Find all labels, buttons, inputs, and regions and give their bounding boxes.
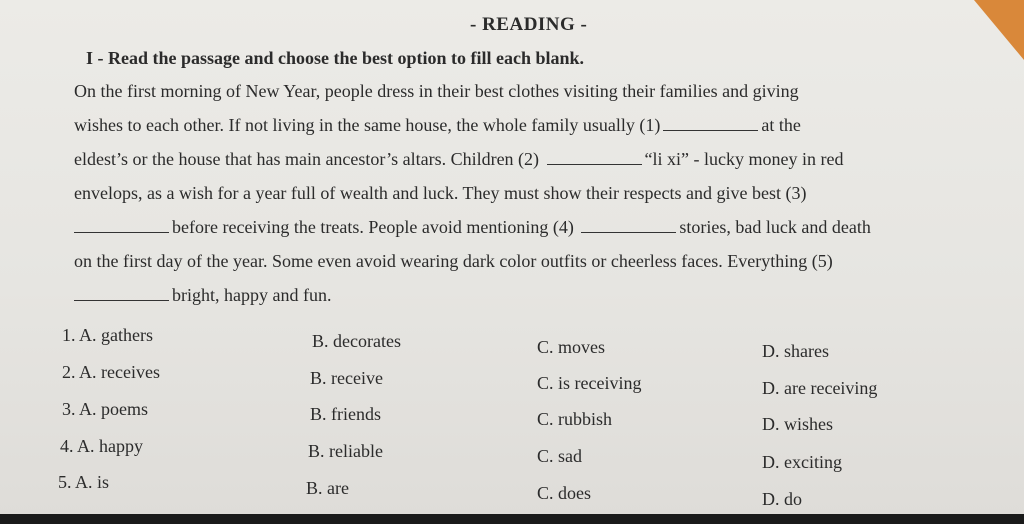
option-4c[interactable]: C. sad [537, 446, 582, 466]
option-1a[interactable]: 1. A. gathers [62, 325, 153, 345]
passage-text: wishes to each other. If not living in the same house, the whole family usually (1) [74, 115, 661, 135]
blank-4[interactable] [581, 214, 676, 233]
passage-text: stories, bad luck and death [679, 217, 871, 237]
blank-2[interactable] [547, 146, 642, 165]
option-4d[interactable]: D. exciting [762, 452, 842, 472]
blank-1[interactable] [663, 112, 758, 131]
option-5a[interactable]: 5. A. is [58, 472, 110, 492]
passage-line [74, 108, 989, 142]
option-1c[interactable]: C. moves [537, 337, 606, 357]
option-5b[interactable]: B. are [306, 478, 349, 498]
passage-text: “li xi” - lucky money in red [644, 149, 844, 169]
passage-line [74, 278, 989, 312]
blank-5[interactable] [74, 282, 169, 301]
passage-line [74, 176, 989, 210]
passage-text: at the [761, 115, 801, 135]
instruction-heading: I - Read the passage and choose the best option to fill each blank. [86, 48, 585, 68]
option-2b[interactable]: B. receive [310, 368, 383, 388]
option-3a[interactable]: 3. A. poems [62, 399, 149, 419]
passage-text: bright, happy and fun. [172, 285, 332, 305]
option-2a[interactable]: 2. A. receives [62, 362, 160, 382]
option-3c[interactable]: C. rubbish [537, 409, 613, 429]
option-5c[interactable]: C. does [537, 483, 591, 503]
bottom-edge [0, 514, 1024, 524]
option-2d[interactable]: D. are receiving [762, 378, 878, 398]
option-5d[interactable]: D. do [762, 489, 802, 509]
passage-line [74, 210, 989, 244]
option-1d[interactable]: D. shares [762, 341, 829, 361]
paper-corner [974, 0, 1024, 60]
passage-text: before receiving the treats. People avoid mentioning (4) [172, 217, 574, 237]
reading-passage [74, 74, 989, 312]
option-3d[interactable]: D. wishes [762, 414, 833, 434]
blank-3[interactable] [74, 214, 169, 233]
passage-text: on the first day of the year. Some even avoid wearing dark color outfits or cheerless faces. Everything (5) [74, 251, 833, 271]
option-3b[interactable]: B. friends [310, 404, 381, 424]
option-2c[interactable]: C. is receiving [537, 373, 642, 393]
passage-text: On the first morning of New Year, people dress in their best clothes visiting their families and giving [74, 81, 799, 101]
option-4b[interactable]: B. reliable [308, 441, 383, 461]
option-4a[interactable]: 4. A. happy [60, 436, 143, 456]
passage-line [74, 142, 989, 176]
passage-line [74, 74, 989, 108]
passage-text: envelops, as a wish for a year full of wealth and luck. They must show their respects and give best (3) [74, 183, 807, 203]
passage-text: eldest’s or the house that has main ancestor’s altars. Children (2) [74, 149, 540, 169]
passage-line [74, 244, 989, 278]
page-title: - READING - [470, 14, 588, 35]
option-1b[interactable]: B. decorates [312, 331, 401, 351]
